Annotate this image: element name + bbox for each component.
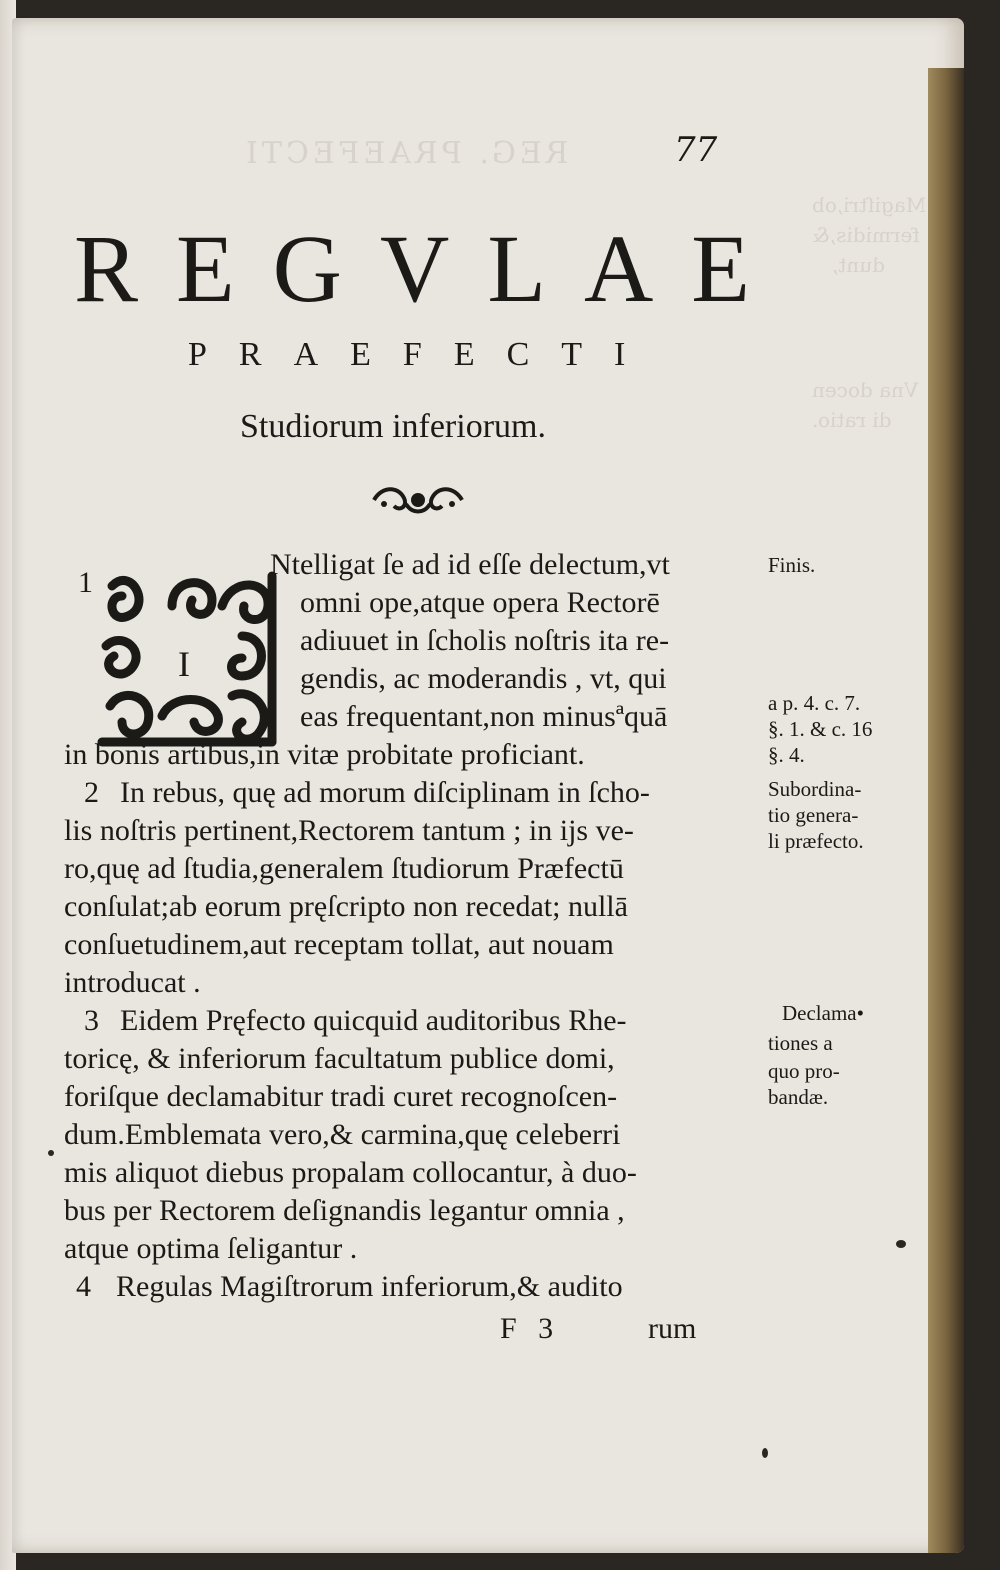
rule-number: 4 [76,1270,91,1303]
rule-3-line: bus per Rectorem deſignandis legantur omnia , [64,1194,625,1227]
catchword: rum [648,1312,697,1345]
marginal-note: Finis. [768,553,816,577]
rule-number: 3 [84,1004,99,1037]
ink-speck [896,1240,906,1248]
marginal-note: §. 1. & c. 16 [768,717,873,741]
marginal-note: quo pro- [768,1059,840,1083]
rule-number: 2 [84,776,99,809]
signature-mark: F 3 [500,1312,554,1345]
book-binding [928,68,964,1553]
marginal-note: Declama• [782,1001,864,1025]
rule-2-line: conſulat;ab eorum pręſcripto non recedat; nullā [64,890,628,923]
rule-2-line: conſuetudinem,aut receptam tollat, aut nouam [64,928,614,961]
initial-letter: I [178,644,190,684]
rule-2-line: ro,quę ad ſtudia,generalem ſtudiorum Præfectū [64,852,624,885]
rule-1-line: adiuuet in ſcholis noſtris ita re- [300,624,670,657]
rule-1-line: gendis, ac moderandis , vt, qui [300,662,667,695]
fleuron-ornament-icon [370,482,466,518]
marginal-note: bandæ. [768,1085,829,1109]
marginal-note: tio genera- [768,803,859,827]
bleedthrough-line: fermidis,& [812,223,920,247]
bleedthrough-line: Magiſtri,ob [812,193,927,217]
marginal-note: Subordina- [768,777,862,801]
decorated-initial-icon [92,566,282,756]
rule-3-line: Eidem Pręfecto quicquid auditoribus Rhe- [120,1004,627,1037]
page-subtitle-secondary: Studiorum inferiorum. [240,408,546,445]
bleedthrough-header: REG. PRAEFECTI [242,136,569,171]
page-subtitle: PRAEFECTI [188,336,658,373]
rule-2-line: In rebus, quę ad morum diſciplinam in ſcho- [120,776,650,809]
bleedthrough-line: dunt, [832,253,885,277]
rule-1-line: eas frequentant,non minusªquā [300,700,668,733]
book-page [12,18,964,1553]
rule-3-line: toricę, & inferiorum facultatum publice domi, [64,1042,615,1075]
page-title: REGVLAE [74,215,788,322]
ink-speck [762,1448,768,1458]
rule-1-line: omni ope,atque opera Rectorē [300,586,660,619]
ink-speck [48,1150,54,1156]
marginal-note: a p. 4. c. 7. [768,691,861,715]
bleedthrough-line: di ratio. [812,408,892,432]
rule-3-line: foriſque declamabitur tradi curet recognoſcen- [64,1080,618,1113]
rule-3-line: atque optima ſeligantur . [64,1232,358,1265]
rule-4-line: Regulas Magiſtrorum inferiorum,& audito [116,1270,623,1303]
rule-number: 1 [78,566,93,599]
rule-1-line: in bonis artibus,in vitæ probitate proficiant. [64,738,585,771]
page-number: 77 [674,130,718,170]
marginal-note: li præfecto. [768,829,864,853]
bleedthrough-line: Vna docen [812,378,919,402]
rule-3-line: mis aliquot diebus propalam collocantur, à duo- [64,1156,637,1189]
marginal-note: tiones a [768,1031,833,1055]
rule-1-line: Ntelligat ſe ad id eſſe delectum,vt [270,548,670,581]
rule-3-line: dum.Emblemata vero,& carmina,quę celeberri [64,1118,621,1151]
rule-2-line: lis noſtris pertinent,Rectorem tantum ; in ijs ve- [64,814,634,847]
rule-2-line: introducat . [64,966,201,999]
marginal-note: §. 4. [768,743,805,767]
